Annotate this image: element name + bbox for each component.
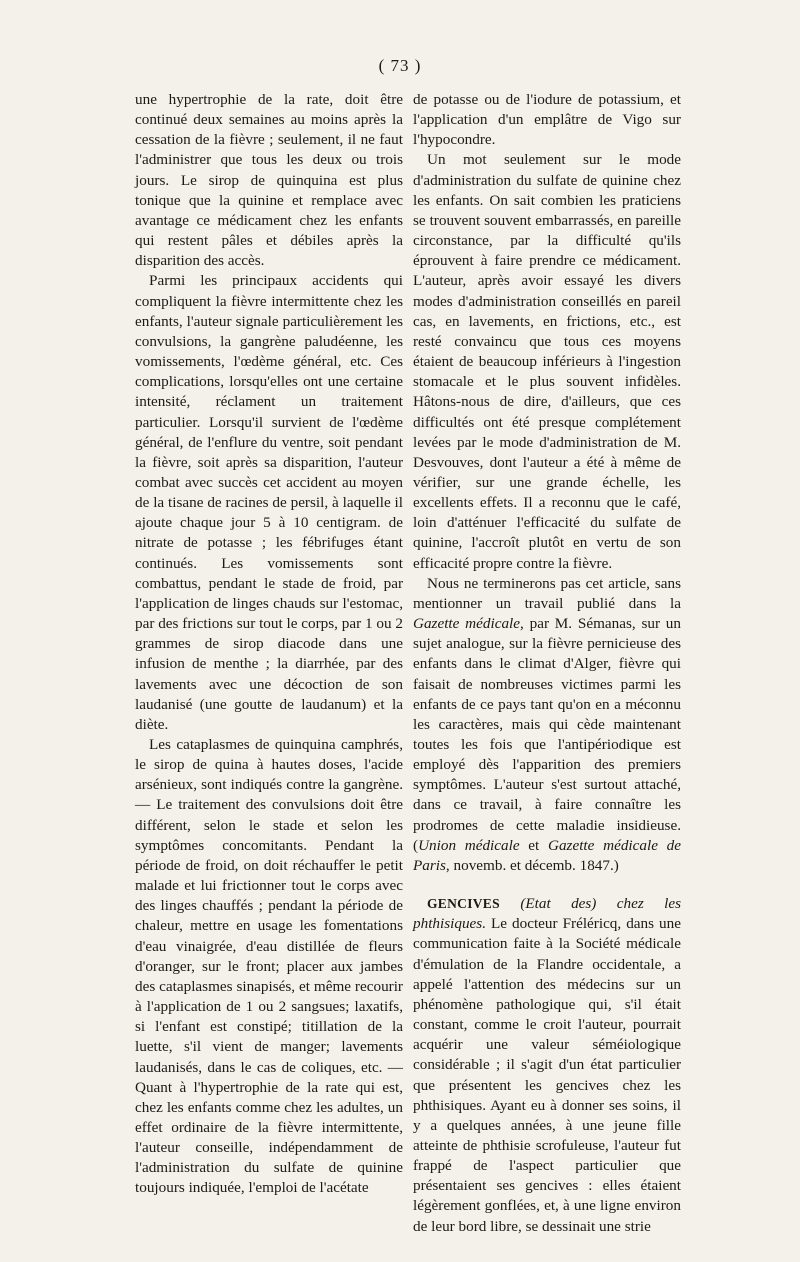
text-run: , par M. Sémanas, sur un sujet analogue, sur la fièvre pernicieuse des enfants dans le climat d'Alger, fièvre qui faisait de nombreuses victimes parmi les enfants de ce pays tant qu'on en a méconnu les caractères, mais qui cède maintenant toutes les fois que l'antipériodique est employé dès l'apparition des premiers symptômes. L'auteur s'est surtout attaché, dans ce travail, à faire connaître les prodromes de cette maladie insidieuse. ( xyxy=(413,615,681,854)
right-column xyxy=(413,90,681,1237)
right-paragraph-3 xyxy=(413,574,681,876)
journal-title: Gazette médicale de Paris xyxy=(413,836,681,874)
text-run: , novemb. et décemb. 1847.) xyxy=(445,856,619,874)
right-paragraph-2: Un mot seulement sur le mode d'administration du sulfate de quinine chez les enfants. On sait combien les praticiens se trouvent souvent embarrassés, en pareille circonstance, par la difficulté qu'ils éprouvent à faire prendre ce médicament. L'auteur, après avoir essayé les divers modes d'administration conseillés en pareil cas, en lavements, en frictions, etc., est resté convaincu que tous ces moyens étaient de beaucoup inférieurs à l'ingestion stomacale et le plus souvent infidèles. Hâtons-nous de dire, d'ailleurs, que ces difficultés ont été presque complétement levées par le mode d'administration de M. Desvouves, dont l'auteur a été à même de vérifier, sur une grande échelle, les excellents effets. Il a reconnu que le café, loin d'atténuer l'efficacité du sulfate de quinine, l'accroît plutôt en vertu de son efficacité propre contre la fièvre. xyxy=(413,151,681,572)
entry-body: Le docteur Fréléricq, dans une communication faite à la Société médicale d'émulation de la Flandre occidentale, a appelé l'attention des médecins sur un phénomène pathologique qui, s'il était constant, comme le croit l'auteur, pourrait acquérir une valeur séméiologique considérable ; il s'agit d'un état particulier que présentent les gencives chez les phthisiques. Ayant eu à donner ses soins, il y a quelques années, à une jeune fille atteinte de phthisie scrofuleuse, l'auteur fut frappé de l'aspect particulier que présentaient ses gencives : elles étaient légèrement gonflées, et, à une ligne environ de leur bord libre, se dessinait une strie xyxy=(413,915,681,1235)
journal-title: Union médicale xyxy=(418,836,520,854)
gencives-entry xyxy=(413,894,681,1237)
page-number: ( 73 ) xyxy=(378,56,422,75)
left-paragraph-3: Les cataplasmes de quinquina camphrés, le sirop de quina à hautes doses, l'acide arsénieux, sont indiqués contre la gangrène.— Le traitement des convulsions doit être différent, selon le stade et selon les symptômes concomitants. Pendant la période de froid, on doit réchauffer le petit malade et lui frictionner tout le corps avec des linges chauffés ; pendant la période de chaleur, mettre en usage les fomentations d'eau vinaigrée, d'eau distillée de fleurs d'oranger, sur le front; placer aux jambes des cataplasmes sinapisés, et même recourir à l'application de 1 ou 2 sangsues; laxatifs, si l'enfant est constipé; titillation de la luette, s'il vient de manger; lavements laudanisés, dans le cas de coliques, etc. —Quant à l'hypertrophie de la rate qui est, chez les enfants comme chez les adultes, un effet ordinaire de la fièvre intermittente, l'auteur conseille, indépendamment de l'administration du sulfate de quinine toujours indiquée, l'emploi de l'acétate xyxy=(135,736,403,1197)
entry-subheading: (Etat des) chez les phthisiques. xyxy=(413,895,681,933)
right-paragraph-1: de potasse ou de l'iodure de potassium, et l'application d'un emplâtre de Vigo sur l'hypocondre. xyxy=(413,91,681,149)
text-run: Nous ne terminerons pas cet article, sans mentionner un travail publié dans la xyxy=(413,574,681,612)
journal-title: Gazette médicale xyxy=(413,615,521,633)
entry-heading: GENCIVES xyxy=(427,896,500,912)
left-paragraph-2: Parmi les principaux accidents qui compliquent la fièvre intermittente chez les enfants, l'auteur signale particulièrement les convulsions, la gangrène paludéenne, les vomissements, l'œdème général, etc. Ces complications, lorsqu'elles ont une certaine intensité, réclament un traitement particulier. Lorsqu'il survient de l'œdème général, de l'enflure du ventre, soit pendant la fièvre, soit après sa disparition, l'auteur combat avec succès cet accident au moyen de la tisane de racines de persil, à laquelle il ajoute chaque jour 5 à 10 centigram. de nitrate de potasse ; les fébrifuges étant continués. Les vomissements sont combattus, pendant le stade de froid, par l'application de linges chauds sur l'estomac, par des frictions sur tout le corps, par 1 ou 2 grammes de sirop diacode dans une infusion de menthe ; la diarrhée, par des lavements avec une décoction de son laudanisé (une goutte de laudanum) et la diète. xyxy=(135,272,403,733)
left-paragraph-1: une hypertrophie de la rate, doit être continué deux semaines au moins après la cessation de la fièvre ; seulement, il ne faut l'administrer que tous les deux ou trois jours. Le sirop de quinquina est plus tonique que la quinine et remplace avec avantage ce médicament chez les enfants qui restent pâles et débiles après la disparition des accès. xyxy=(135,91,403,270)
text-run: et xyxy=(519,836,548,854)
left-column xyxy=(135,90,403,1199)
